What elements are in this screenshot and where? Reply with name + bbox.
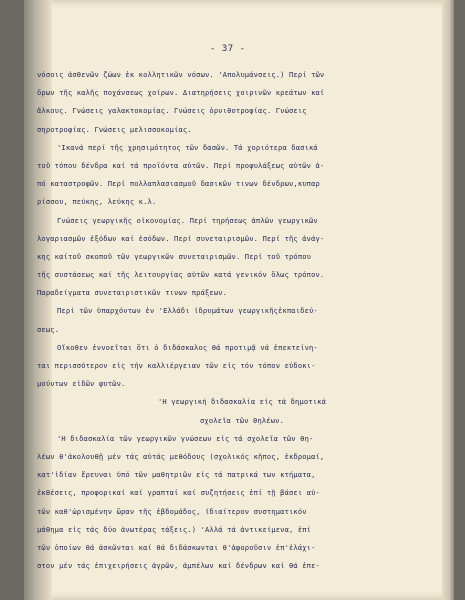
text-line: λέων θ'ἀκολουθῇ μέν τάς αὐτάς μεθόδους (σχολικός κῆπος, ἐκδρομαί, — [37, 451, 325, 461]
text-line: Παραδείγματα συνεταιριστικῶν τινων πράξεων. — [37, 288, 228, 298]
text-line: κης καίτοῦ σκοποῦ τῶν γεωργικῶν συνεταιρισμῶν. Περί τοῦ τρόπου — [37, 251, 312, 261]
text-line: ται περισσότερον εἰς τήν καλλιέργειαν τῶν εἰς τόν τόπον εὐδοκι- — [37, 361, 316, 370]
text-line: Γνώσεις γεωργικῆς οἰκονομίας. Περί τηρήσεως ἀπλῶν γεωργικῶν — [57, 215, 318, 225]
text-line: 'Η διδασκαλία τῶν γεωργικῶν γνώσεων εἰς τά σχολεῖα τῶν θη- — [57, 433, 314, 443]
text-line: τῆς συστάσεως καί τῆς λειτουργίας αὐτῶν κατά γενικόν ὅλως τρόπον. — [37, 270, 325, 280]
text-line: λογαριασμῶν ἐξόδων καί ἐσόδων. Περί συνεταιρισμῶν. Περί τῆς ἀνάγ- — [37, 233, 325, 243]
text-line: στον μέν τάς ἐπιχειρήσεις ἀγρῶν, ἀμπέλων καί δένδρων καί θά ἐπε- — [37, 561, 320, 571]
text-line: τοῦ τόπου δένδρα καί τά προϊόντα αὐτῶν. Περί προφυλάξεως αὐτῶν ἀ- — [37, 160, 325, 170]
text-line: ἄλκους. Γνώσεις γαλακτοκομίας. Γνώσεις ὀρνιθοτροφίας. Γνώσεις — [37, 106, 307, 116]
typewritten-text — [37, 66, 447, 575]
text-line: σεως. — [37, 324, 60, 334]
text-line: νόσοις ἀσθενῶν ζώων ἐκ κολλητικῶν νόσων. 'Απολυμάνσεις.) Περί τῶν — [37, 70, 325, 79]
text-line: κατ'ἰδίαν ἔρευναι ὑπό τῶν μαθητριῶν εἰς τά πατρικά των κτήματα, — [37, 470, 316, 480]
page-number: - 37 - — [210, 44, 246, 54]
text-line: σχολεῖα τῶν θηλέων. — [200, 415, 284, 425]
text-line: τῶν καθ'ὡρισμένην ὥραν τῆς ἑβδομάδος, ἰδιαίτερον συστηματικόν — [37, 506, 307, 516]
text-line: 'Η γεωργική διδασκαλία εἰς τά δημοτικά — [158, 397, 326, 407]
text-line: ἐκθέσεις, προφορικαί καί γραπταί καί συζητήσεις ἐπί τῇ βάσει αὐ- — [37, 488, 320, 498]
text-line: πό καταστροφῶν. Περί πολλαπλασιασμοῦ δασικῶν τινων δένδρων,κυπαρ — [37, 179, 320, 189]
text-line: τῶν ὁποίων θά ἀσκῶνται καί θά διδάσκωνται θ'ἀφοροῦσιν ἐπ'ἐλάχι- — [37, 542, 316, 552]
text-line: μούντων εἰδῶν φυτῶν. — [37, 379, 126, 389]
text-line: 'Ικανά περί τῆς χρησιμότητος τῶν δασῶν. Τά χοριότερα δασικά — [57, 142, 318, 152]
text-line: Οἴκοθεν ἐννοεῖται ὅτι ὁ διδάσκαλος θά προτιμᾷ νά ἐπεκτείνη- — [57, 342, 318, 352]
text-line: σηροτροφίας. Γνώσεις μελισσοκομίας. — [37, 124, 192, 134]
text-line: μάθημα εἰς τάς δύο ἀνωτέρας τάξεις.) 'Αλλά τά ἀντικείμενα, ἐπί — [37, 524, 312, 534]
text-line: ρίσσου, πεύκης, λεύκης κ.λ. — [37, 197, 157, 207]
text-line: Περί τῶν ὑπαρχόντων ἐν 'Ελλάδι ἱδρυμάτων γεωργικῆςἐκπαιδεύ- — [57, 306, 318, 316]
text-line: ὅρων τῆς καλῆς ποχάνσεως χοίρων. Διατηρήσεις χοιρινῶν κρεάτων καί — [37, 88, 325, 98]
